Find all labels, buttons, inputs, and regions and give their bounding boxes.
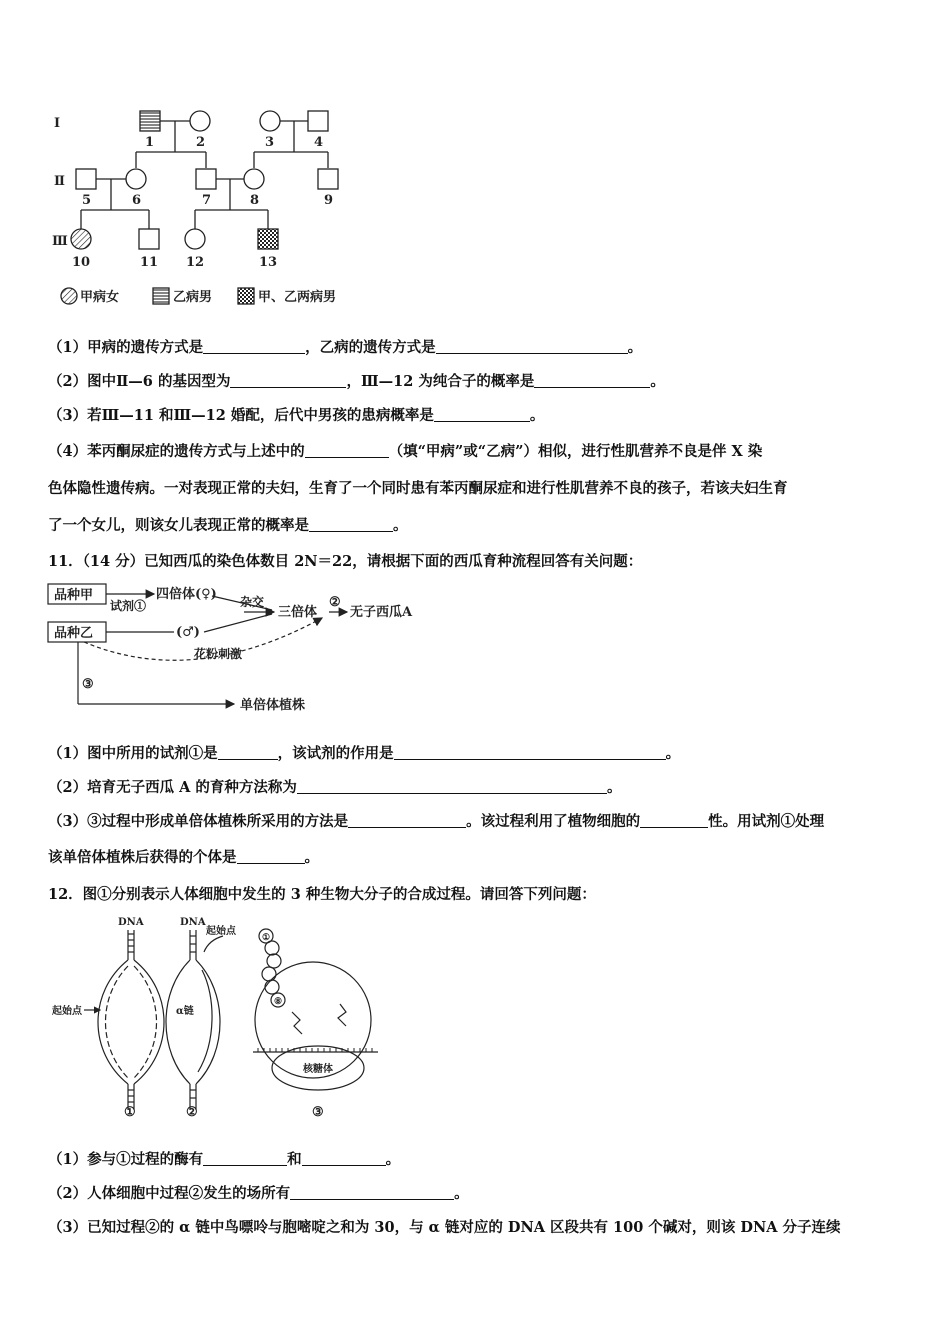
legend-symbol-b [153,288,169,304]
individual-13 [258,229,278,249]
q12-part2 [48,1182,908,1203]
q10-p2-text: （2）图中Ⅱ—6 的基因型为 [48,373,231,390]
q11-part2 [48,776,908,797]
generation-label-2: Ⅱ [54,174,65,189]
legend-label-c: 甲、乙两病男 [258,290,337,305]
label-reagent: 试剂① [110,599,147,613]
q10-p4-line3-text: 了一个女儿，则该女儿表现正常的概率是 [48,517,309,534]
id-3: 3 [265,135,275,150]
id-1: 1 [145,135,155,150]
individual-9 [318,169,338,189]
q12-p2-end: 。 [454,1185,469,1202]
q10-part3 [48,404,908,425]
answer-blank[interactable] [394,745,666,760]
generation-label-3: Ⅲ [52,234,68,249]
q11-title: 11．（14 分）已知西瓜的染色体数目 2N＝22，请根据下面的西瓜育种流程回答有关问题： [48,553,643,570]
generation-label-1: Ⅰ [54,116,61,131]
q12-part3: （3）已知过程②的 α 链中鸟嘌呤与胞嘧啶之和为 30，与 α 链对应的 DNA 区段共有 100 个碱对，则该 DNA 分子连续 [48,1219,841,1236]
q11-p3-line2-text: 该单倍体植株后获得的个体是 [48,849,237,866]
individual-12 [185,229,205,249]
answer-blank[interactable] [309,517,393,532]
label-dna-2: DNA [180,917,206,928]
q10-part4-line3 [48,514,908,535]
q11-part3 [48,810,908,831]
individual-1 [140,111,160,131]
answer-blank[interactable] [230,373,346,388]
individual-6 [126,169,146,189]
label-variety-a: 品种甲 [54,588,94,603]
label-male: (♂) [176,625,200,640]
legend-symbol-a [61,288,77,304]
q10-p1-end: 。 [627,339,643,356]
pedigree-diagram [40,100,380,315]
individual-8 [244,169,264,189]
label-ribosome: 核糖体 [303,1064,333,1075]
q11-part1 [48,742,908,763]
id-12: 12 [186,255,205,270]
legend-symbol-c [238,288,254,304]
q12-p1-end: 。 [385,1151,401,1168]
q10-part1 [48,336,908,357]
q11-p3-text2: 。该过程利用了植物细胞的 [466,813,641,830]
label-process-2: ② [186,1105,198,1117]
q10-p2-end: 。 [650,373,665,390]
individual-7 [196,169,216,189]
answer-blank[interactable] [348,813,466,828]
legend-label-a: 甲病女 [80,290,120,305]
label-origin-2: 起始点 [206,926,236,937]
q11-p2-end: 。 [606,779,622,796]
q10-p3-end: 。 [529,407,545,424]
individual-11 [139,229,159,249]
individual-4 [308,111,328,131]
id-5: 5 [82,193,92,208]
individual-2 [190,111,210,131]
q10-p4-text2: （填“甲病”或“乙病”）相似，进行性肌营养不良是伴 X 染 [388,443,763,460]
id-11: 11 [140,255,159,270]
individual-5 [76,169,96,189]
answer-blank[interactable] [434,407,530,422]
q10-p1-text: （1）甲病的遗传方式是 [48,339,204,356]
label-process-3: ③ [312,1105,324,1117]
q12-part1 [48,1148,908,1169]
answer-blank[interactable] [302,1151,386,1166]
label-tetraploid: 四倍体(♀) [156,587,217,602]
label-chain-end: ⑧ [274,997,283,1007]
answer-blank[interactable] [218,745,278,760]
id-6: 6 [132,193,142,208]
q12-p1-text2: 和 [287,1151,302,1168]
q10-p1-text2: ，乙病的遗传方式是 [305,339,436,356]
q11-part3-line2 [48,846,908,867]
answer-blank[interactable] [203,1151,287,1166]
label-origin-1: 起始点 [52,1006,82,1017]
answer-blank[interactable] [297,779,607,794]
label-haploid: 单倍体植株 [240,698,306,713]
q12-p1-text: （1）参与①过程的酶有 [48,1151,204,1168]
q10-part4 [48,440,908,461]
answer-blank[interactable] [290,1185,454,1200]
label-chain-start: ① [262,933,271,943]
id-13: 13 [259,255,278,270]
label-result: 无子西瓜A [350,605,413,620]
q11-p1-end: 。 [665,745,681,762]
answer-blank[interactable] [534,373,650,388]
id-8: 8 [250,193,260,208]
q10-p4-end: 。 [393,517,408,534]
q11-p3-text3: 性。用试剂①处理 [708,813,825,830]
synthesis-diagram [48,912,398,1117]
q10-part2 [48,370,908,391]
label-step2: ② [329,595,341,610]
individual-3 [260,111,280,131]
individual-10 [71,229,91,249]
q11-p1-text: （1）图中所用的试剂①是 [48,745,218,762]
q10-p3-text: （3）若Ⅲ—11 和Ⅲ—12 婚配，后代中男孩的患病概率是 [48,407,434,424]
q10-part4-line2: 色体隐性遗传病。一对表现正常的夫妇，生育了一个同时患有苯丙酮尿症和进行性肌营养不良的孩子，若该夫妇生育 [48,480,788,497]
q11-p1-text2: ，该试剂的作用是 [277,745,394,762]
label-pollen: 花粉刺激 [194,647,243,661]
legend-label-b: 乙病男 [173,290,213,305]
id-2: 2 [196,135,206,150]
q11-p3-end: 。 [304,849,319,866]
q10-p2-text2: ，Ⅲ—12 为纯合子的概率是 [346,373,535,390]
answer-blank[interactable] [640,813,708,828]
id-7: 7 [202,193,212,208]
answer-blank[interactable] [203,339,305,354]
q11-p3-text: （3）③过程中形成单倍体植株所采用的方法是 [48,813,349,830]
label-dna-1: DNA [118,917,144,928]
label-cross: 杂交 [240,595,265,609]
label-alpha-chain: α链 [176,1006,194,1017]
q11-p2-text: （2）培育无子西瓜 A 的育种方法称为 [48,779,297,796]
q12-title: 12．图①分别表示人体细胞中发生的 3 种生物大分子的合成过程。请回答下列问题： [48,886,596,903]
label-step3: ③ [82,677,94,692]
answer-blank[interactable] [237,849,305,864]
answer-blank[interactable] [436,339,628,354]
label-process-1: ① [124,1105,136,1117]
label-variety-b: 品种乙 [54,626,94,641]
id-9: 9 [324,193,334,208]
q12-p2-text: （2）人体细胞中过程②发生的场所有 [48,1185,291,1202]
label-triploid: 三倍体 [278,605,318,620]
id-4: 4 [314,135,324,150]
q10-p4-text: （4）苯丙酮尿症的遗传方式与上述中的 [48,443,305,460]
id-10: 10 [72,255,91,270]
answer-blank[interactable] [305,443,389,458]
breeding-flowchart [44,578,444,718]
